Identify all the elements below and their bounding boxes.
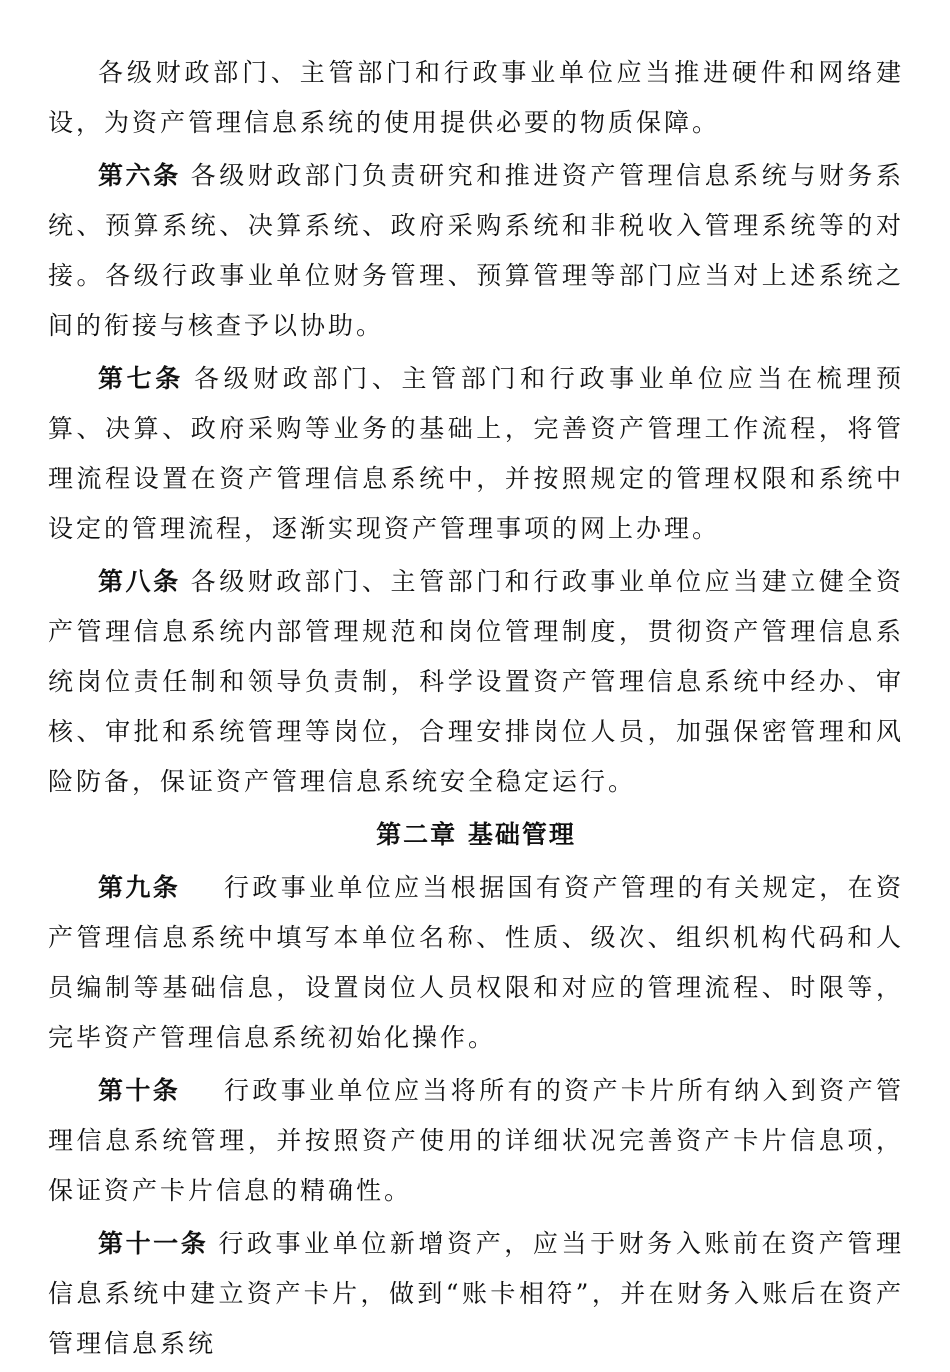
article-text: 各级财政部门、主管部门和行政事业单位应当在梳理预算、决算、政府采购等业务的基础上，完善资产管理工作流程，将管理流程设置在资产管理信息系统中，并按照规定的管理权限和系统中设定的管理流程，逐渐实现资产管理事项的网上办理。 (48, 364, 904, 543)
article-8 (48, 557, 904, 807)
article-label: 第七条 (98, 364, 184, 393)
article-label: 第六条 (98, 161, 181, 190)
article-label: 第八条 (98, 567, 181, 596)
article-10 (48, 1066, 904, 1216)
article-label: 第九条 (98, 873, 181, 902)
article-text: 行政事业单位应当根据国有资产管理的有关规定，在资产管理信息系统中填写本单位名称、性质、级次、组织机构代码和人员编制等基础信息，设置岗位人员权限和对应的管理流程、时限等，完毕资产管理信息系统初始化操作。 (48, 873, 904, 1052)
article-label: 第十一条 (98, 1229, 209, 1258)
article-text: 行政事业单位新增资产，应当于财务入账前在资产管理信息系统中建立资产卡片，做到“账卡相符”，并在财务入账后在资产管理信息系统 (48, 1229, 904, 1358)
article-11 (48, 1219, 904, 1369)
article-text: 各级财政部门、主管部门和行政事业单位应当建立健全资产管理信息系统内部管理规范和岗位管理制度，贯彻资产管理信息系统岗位责任制和领导负责制，科学设置资产管理信息系统中经办、审核、审批和系统管理等岗位，合理安排岗位人员，加强保密管理和风险防备，保证资产管理信息系统安全稳定运行。 (48, 567, 904, 796)
article-9 (48, 863, 904, 1063)
paragraph-text: 各级财政部门、主管部门和行政事业单位应当推进硬件和网络建设，为资产管理信息系统的使用提供必要的物质保障。 (48, 58, 904, 137)
chapter-heading: 第二章 基础管理 (376, 820, 576, 849)
article-label: 第十条 (98, 1076, 181, 1105)
document-page (48, 48, 904, 1372)
intro-paragraph (48, 48, 904, 148)
article-text: 各级财政部门负责研究和推进资产管理信息系统与财务系统、预算系统、决算系统、政府采购系统和非税收入管理系统等的对接。各级行政事业单位财务管理、预算管理等部门应当对上述系统之间的衔接与核查予以协助。 (48, 161, 904, 340)
article-text: 行政事业单位应当将所有的资产卡片所有纳入到资产管理信息系统管理，并按照资产使用的详细状况完善资产卡片信息项，保证资产卡片信息的精确性。 (48, 1076, 904, 1205)
article-6 (48, 151, 904, 351)
article-7 (48, 354, 904, 554)
